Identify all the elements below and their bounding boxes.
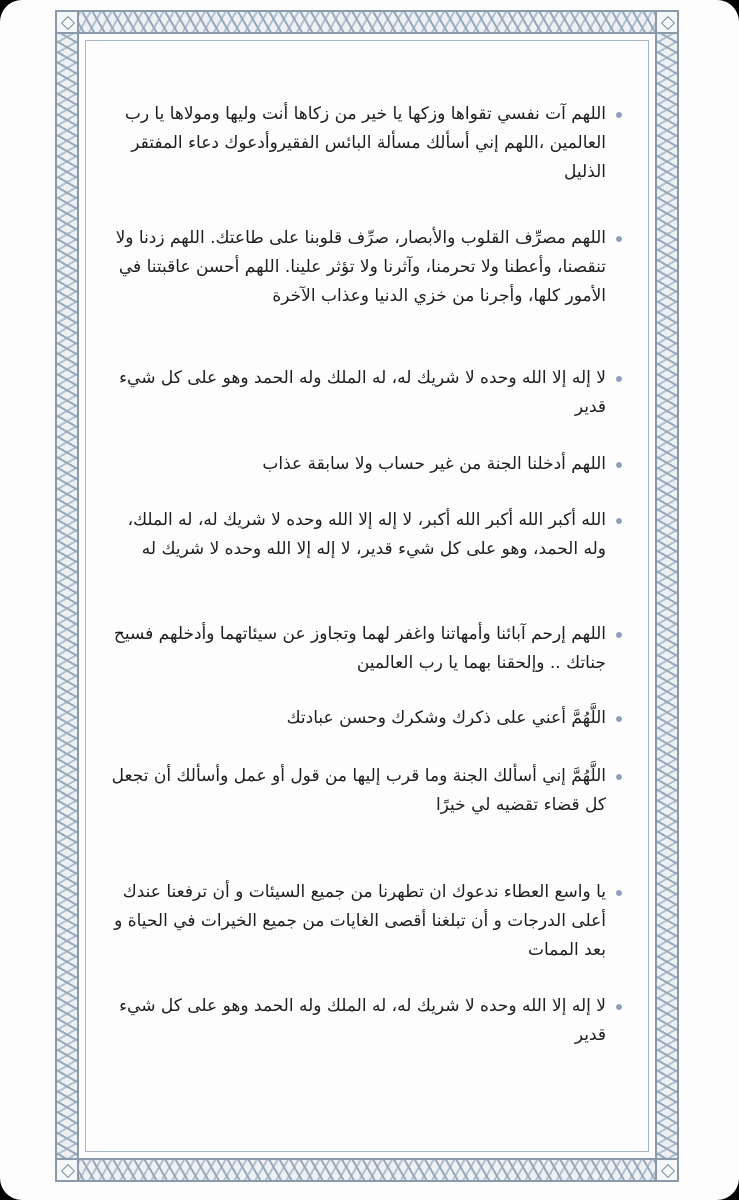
- dua-item: يا واسع العطاء ندعوك ان تطهرنا من جميع السيئات و أن ترفعنا عندك أعلى الدرجات و أن تبلغنا أقصى الغايات من جميع الخيرات في الحياة و بعد الممات: [104, 878, 622, 965]
- dua-item: اللَّهُمَّ أعني على ذكرك وشكرك وحسن عبادتك: [104, 704, 622, 733]
- dua-item: اللَّهُمَّ إني أسألك الجنة وما قرب إليها من قول أو عمل وأسألك أن تجعل كل قضاء تقضيه لي خيرًا: [104, 762, 622, 820]
- corner-ornament-icon: [55, 1158, 79, 1182]
- dua-item: اللهم إرحم آبائنا وأمهاتنا واغفر لهما وتجاوز عن سيئاتهما وأدخلهم فسيح جناتك .. وإلحقنا بهما يا رب العالمين: [104, 620, 622, 678]
- bullet-icon: [616, 1004, 622, 1010]
- dua-item: لا إله إلا الله وحده لا شريك له، له الملك وله الحمد وهو على كل شيء قدير: [104, 364, 622, 422]
- corner-ornament-icon: [655, 10, 679, 34]
- bullet-icon: [616, 236, 622, 242]
- corner-ornament-icon: [55, 10, 79, 34]
- dua-item: لا إله إلا الله وحده لا شريك له، له الملك وله الحمد وهو على كل شيء قدير: [104, 992, 622, 1050]
- bullet-icon: [616, 890, 622, 896]
- corner-ornament-icon: [655, 1158, 679, 1182]
- dua-item: اللهم أدخلنا الجنة من غير حساب ولا سابقة عذاب: [104, 450, 622, 479]
- dua-item: اللهم مصرِّف القلوب والأبصار، صرِّف قلوبنا على طاعتك. اللهم زدنا ولا تنقصنا، وأعطنا ولا تحرمنا، وآثرنا ولا تؤثر علينا. اللهم أحسن عاقبتنا في الأمور كلها، وأجرنا من خزي الدنيا وعذاب الآخرة: [104, 224, 622, 311]
- bullet-icon: [616, 376, 622, 382]
- bullet-icon: [616, 716, 622, 722]
- bullet-icon: [616, 632, 622, 638]
- bullet-icon: [616, 462, 622, 468]
- dua-item: اللهم آت نفسي تقواها وزكها يا خير من زكاها أنت وليها ومولاها يا رب العالمين ،اللهم إني أسألك مسألة البائس الفقيروأدعوك دعاء المفتقر الذليل: [104, 100, 622, 187]
- bullet-icon: [616, 112, 622, 118]
- dua-item: الله أكبر الله أكبر الله أكبر، لا إله إلا الله وحده لا شريك له، له الملك، وله الحمد، وهو على كل شيء قدير، لا إله إلا الله وحده لا شريك له: [104, 506, 622, 564]
- bullet-icon: [616, 518, 622, 524]
- bullet-icon: [616, 774, 622, 780]
